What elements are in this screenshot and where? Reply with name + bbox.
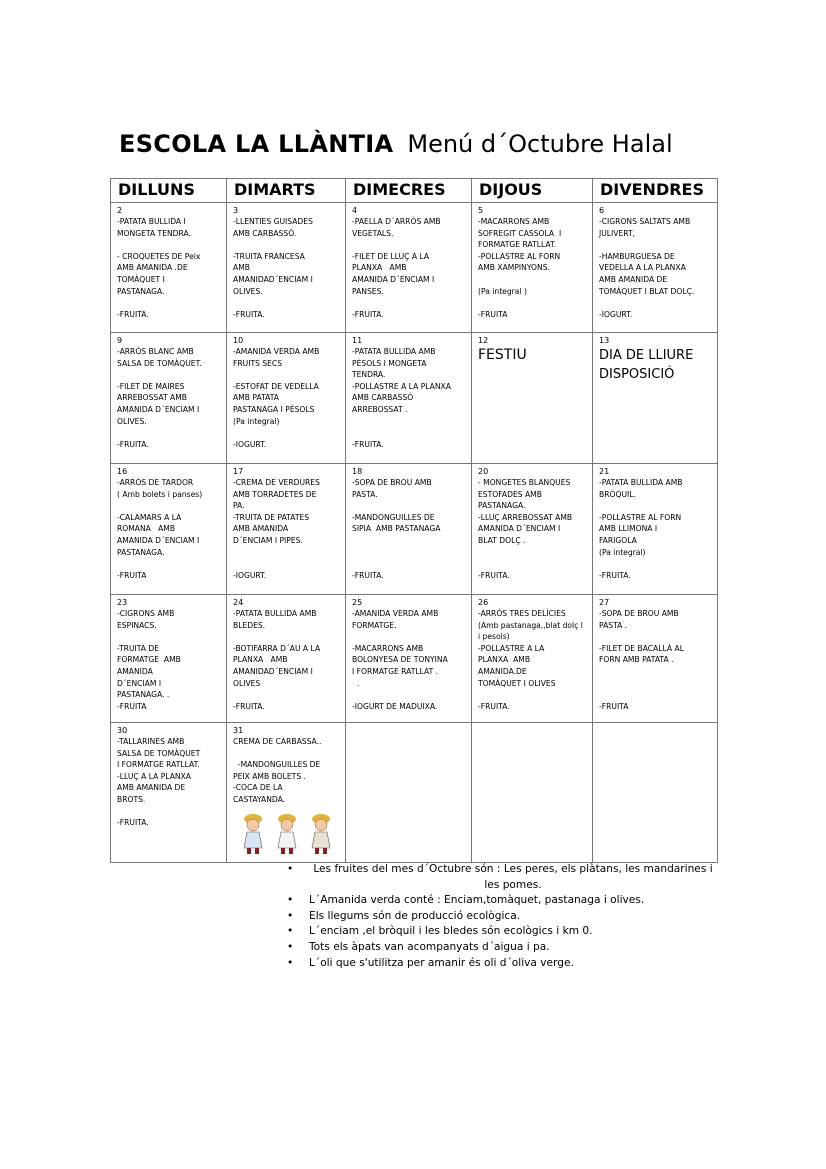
menu-line: AMB LLIMONA I bbox=[599, 524, 658, 534]
menu-line: PEIX AMB BOLETS . bbox=[233, 771, 306, 781]
menu-line: ARREBOSSAT AMB bbox=[117, 393, 187, 403]
menu-line: AMB PATATA bbox=[233, 393, 279, 403]
day-number: 9 bbox=[117, 336, 123, 345]
menu-line: AMB CARBASSÓ. bbox=[233, 228, 297, 238]
menu-line: -FILET DE LLUÇ A LA bbox=[352, 251, 430, 261]
menu-line: -FRUITA. bbox=[478, 701, 510, 711]
menu-line: AMB AMANIDA .DE bbox=[117, 263, 188, 273]
menu-line bbox=[478, 558, 589, 570]
menu-line: SALSA DE TOMÀQUET. bbox=[117, 358, 202, 368]
menu-line: -POLLASTRE AL FORN bbox=[599, 512, 682, 522]
children-illustration bbox=[239, 812, 342, 860]
menu-line: D´ENCIAM I PIPES. bbox=[233, 535, 303, 545]
menu-line: PLANXA AMB bbox=[478, 655, 531, 665]
menu-line: AMANIDA D´ENCIAM I bbox=[117, 404, 200, 414]
menu-line bbox=[233, 369, 342, 381]
day-number: 31 bbox=[233, 726, 244, 735]
note-item bbox=[287, 956, 717, 972]
menu-line bbox=[117, 806, 223, 818]
day-cell bbox=[227, 333, 346, 464]
note-item bbox=[287, 940, 717, 956]
menu-line bbox=[233, 547, 342, 559]
day-cell bbox=[227, 203, 346, 333]
day-number: 16 bbox=[117, 467, 128, 476]
menu-line: VEGETALS. bbox=[352, 228, 394, 238]
note-text: L´oli que s'utilitza per amanir és oli d´oliva verge. bbox=[309, 956, 574, 969]
menu-line: AMB AMANIDA DE bbox=[599, 274, 668, 284]
weekday-header: DILLUNS bbox=[111, 179, 227, 203]
menu-line bbox=[233, 427, 342, 439]
menu-line bbox=[117, 558, 223, 570]
menu-line: BROTS. bbox=[117, 794, 146, 804]
menu-line: PA. bbox=[233, 501, 245, 511]
day-cell bbox=[472, 595, 593, 723]
day-number: 24 bbox=[233, 598, 244, 607]
menu-line bbox=[599, 689, 714, 701]
menu-line: ARREBOSSAT . bbox=[352, 404, 408, 414]
weekday-header: DIMECRES bbox=[346, 179, 472, 203]
menu-line bbox=[599, 666, 714, 678]
menu-line: -TALLARINES AMB bbox=[117, 737, 185, 746]
menu-line: PASTA. bbox=[352, 489, 378, 499]
menu-line bbox=[352, 689, 468, 701]
day-number: 26 bbox=[478, 598, 489, 607]
menu-line bbox=[599, 297, 714, 309]
menu-line: -PAELLA D´ARRÒS AMB bbox=[352, 217, 441, 226]
menu-line: (Pa integral) bbox=[599, 547, 646, 557]
menu-line bbox=[352, 416, 468, 428]
menu-line: CREMA DE CARBASSA.. bbox=[233, 737, 322, 746]
menu-line bbox=[117, 631, 223, 643]
day-number: 2 bbox=[117, 206, 123, 215]
day-cell bbox=[472, 203, 593, 333]
menu-line: -TRUITA FRANCESA bbox=[233, 251, 305, 261]
menu-line bbox=[352, 547, 468, 559]
menu-line: -CREMA DE VERDURES bbox=[233, 478, 320, 487]
menu-line bbox=[233, 558, 342, 570]
menu-line bbox=[352, 239, 468, 251]
note-item bbox=[287, 893, 717, 909]
menu-line: i pesols) bbox=[478, 632, 510, 642]
day-number: 6 bbox=[599, 206, 605, 215]
day-number: 27 bbox=[599, 598, 610, 607]
menu-line: (Amb pastanaga,,blat dolç l bbox=[478, 620, 583, 630]
menu-line: PLANXA AMB bbox=[233, 655, 288, 665]
menu-line bbox=[599, 631, 714, 643]
day-cell bbox=[111, 723, 227, 863]
menu-line: AMANIDA D´ENCIAM I bbox=[478, 524, 561, 534]
note-text: L´enciam ,el bròquil i les bledes són ecològics i km 0. bbox=[309, 925, 593, 938]
bullet-icon: • bbox=[287, 940, 294, 953]
menu-line: -ARRÒS TRES DELÍCIES bbox=[478, 609, 566, 618]
menu-line bbox=[352, 558, 468, 570]
menu-line: BLEDES. bbox=[233, 620, 266, 630]
menu-line: FRUITS SECS bbox=[233, 358, 283, 368]
menu-line: VEDELLA A LA PLANXA bbox=[599, 263, 686, 273]
menu-line: -CIGRONS SALTATS AMB bbox=[599, 217, 691, 226]
menu-line: -FRUITA. bbox=[599, 570, 631, 580]
menu-line: BOLONYESA DE TONYINA bbox=[352, 655, 448, 665]
note-text: Els llegums són de producció ecològica. bbox=[309, 909, 521, 922]
week-row bbox=[111, 723, 718, 863]
day-number: 5 bbox=[478, 206, 484, 215]
menu-line: TENDRA. bbox=[352, 370, 386, 380]
bullet-icon: • bbox=[287, 925, 294, 938]
menu-table bbox=[110, 178, 718, 863]
weekday-header-row bbox=[111, 179, 718, 203]
day-number: 17 bbox=[233, 467, 244, 476]
day-cell bbox=[593, 595, 718, 723]
menu-line bbox=[599, 500, 714, 512]
menu-line: -FRUITA. bbox=[352, 439, 384, 449]
day-number: 4 bbox=[352, 206, 358, 215]
menu-line: CASTAYANDA. bbox=[233, 794, 286, 804]
week-row bbox=[111, 333, 718, 464]
menu-line: AMB bbox=[233, 263, 250, 273]
menu-line: -FILET DE BACALLÀ AL bbox=[599, 643, 684, 653]
menu-line: (Pa integral ) bbox=[478, 286, 527, 296]
menu-line: -FRUITA. bbox=[352, 570, 384, 580]
menu-line: -COCA DE LA bbox=[233, 783, 283, 793]
menu-line: -HAMBURGUESA DE bbox=[599, 251, 675, 261]
menu-line: -FILET DE MAIRES bbox=[117, 381, 185, 391]
menu-line: -SOPA DE BROU AMB bbox=[352, 478, 432, 487]
menu-line: JULIVERT, bbox=[599, 228, 636, 238]
day-number: 18 bbox=[352, 467, 363, 476]
menu-line: -LLUÇ A LA PLANXA bbox=[117, 771, 191, 781]
menu-line: - CROQUETES DE Peix bbox=[117, 251, 201, 261]
week-row bbox=[111, 464, 718, 595]
menu-line bbox=[117, 427, 223, 439]
menu-line bbox=[599, 558, 714, 570]
menu-line: -MACARRONS AMB bbox=[352, 643, 424, 653]
menu-line: PASTANAGA. . bbox=[117, 690, 170, 700]
day-cell bbox=[111, 464, 227, 595]
day-cell bbox=[593, 203, 718, 333]
menu-line: -SOPA DE BROU AMB bbox=[599, 609, 679, 618]
menu-line bbox=[599, 239, 714, 251]
note-item bbox=[287, 909, 717, 925]
day-cell bbox=[593, 333, 718, 464]
menu-line: OLIVES. bbox=[117, 416, 147, 426]
note-text: Tots els àpats van acompanyats d´aigua i pa. bbox=[309, 940, 550, 953]
menu-line: FORN AMB PATATA . bbox=[599, 655, 674, 665]
menu-line: -PATATA BULLIDA AMB bbox=[233, 609, 317, 618]
menu-line: FARIGOLA bbox=[599, 535, 637, 545]
menu-line: -FRUITA. bbox=[233, 309, 265, 319]
notes-list bbox=[287, 862, 717, 971]
menu-line: -ESTOFAT DE VEDELLA bbox=[233, 381, 319, 391]
menu-line: ROMANA AMB bbox=[117, 524, 176, 534]
menu-line bbox=[233, 631, 342, 643]
day-cell bbox=[227, 595, 346, 723]
day-cell bbox=[346, 333, 472, 464]
menu-line: -PATATA BULLIDA I bbox=[117, 217, 186, 226]
week-row bbox=[111, 203, 718, 333]
menu-line: -FRUITA bbox=[478, 309, 508, 319]
menu-line: -MANDONGUILLES DE bbox=[352, 512, 435, 522]
menu-line: ESTOFADES AMB bbox=[478, 489, 542, 499]
day-cell bbox=[111, 203, 227, 333]
menu-line: SIPIA AMB PASTANAGA bbox=[352, 524, 441, 534]
menu-line: - MONGETES BLANQUES bbox=[478, 478, 571, 487]
menu-line: -FRUITA. bbox=[117, 439, 149, 449]
menu-line: -ARRÒS BLANC AMB bbox=[117, 347, 194, 356]
menu-line: -POLLASTRE AL FORN bbox=[478, 251, 561, 261]
menu-line: -PATATA BULLIDA AMB bbox=[599, 478, 683, 487]
day-cell bbox=[227, 464, 346, 595]
bullet-icon: • bbox=[287, 956, 294, 969]
menu-line: -FRUITA bbox=[117, 570, 147, 580]
menu-line bbox=[352, 500, 468, 512]
menu-line: BRÒQUIL. bbox=[599, 489, 636, 499]
menu-line: -FRUITA. bbox=[117, 818, 149, 828]
menu-line: -MACARRONS AMB bbox=[478, 217, 550, 226]
menu-line: MONGETA TENDRA. bbox=[117, 228, 191, 238]
menu-line: ESPINACS. bbox=[117, 620, 157, 630]
day-cell bbox=[346, 203, 472, 333]
menu-line: AMB AMANIDA bbox=[233, 524, 289, 534]
menu-line bbox=[117, 369, 223, 381]
bullet-icon: • bbox=[287, 894, 294, 907]
menu-line: TOMÀQUET I OLIVES bbox=[478, 678, 556, 688]
week-row bbox=[111, 595, 718, 723]
day-note: DISPOSICIÓ bbox=[599, 367, 675, 382]
menu-line bbox=[117, 500, 223, 512]
day-cell bbox=[346, 464, 472, 595]
menu-line: PÈSOLS I MONGETA bbox=[352, 358, 427, 368]
menu-line bbox=[478, 689, 589, 701]
menu-line bbox=[233, 689, 342, 701]
menu-line bbox=[233, 297, 342, 309]
menu-line: SOFREGIT CASSOLA I bbox=[478, 228, 562, 238]
menu-line: TOMÀQUET I bbox=[117, 274, 165, 284]
day-number: 21 bbox=[599, 467, 610, 476]
menu-line: AMB AMANIDA DE bbox=[117, 783, 186, 793]
day-cell bbox=[346, 595, 472, 723]
menu-line: AMANIDA D´ENCIAM I bbox=[352, 274, 435, 284]
day-cell bbox=[593, 464, 718, 595]
menu-line: -FRUITA bbox=[117, 701, 147, 711]
menu-line bbox=[352, 297, 468, 309]
day-number: 23 bbox=[117, 598, 128, 607]
menu-line: -AMANIDA VERDA AMB bbox=[352, 609, 439, 618]
menu-line: PASTANAGA. bbox=[478, 501, 526, 511]
menu-line: -TRUITA DE bbox=[117, 643, 160, 653]
menu-line: FORMATGE RATLLAT. bbox=[478, 240, 557, 250]
menu-line bbox=[117, 297, 223, 309]
menu-line: AMANIDA bbox=[117, 666, 153, 676]
menu-line: I FORMATGE RATLLAT. bbox=[117, 760, 200, 770]
school-name: ESCOLA LA LLÀNTIA bbox=[119, 130, 394, 158]
menu-line: AMANIDA.DE bbox=[478, 666, 527, 676]
day-number: 30 bbox=[117, 726, 128, 735]
menu-line bbox=[352, 427, 468, 439]
bullet-icon: • bbox=[287, 909, 294, 922]
menu-line: -TRUITA DE PATATES bbox=[233, 512, 310, 522]
menu-line: ( Amb bolets i panses) bbox=[117, 489, 203, 499]
menu-line: AMANIDAD´ENCIAM I bbox=[233, 274, 313, 284]
day-number: 25 bbox=[352, 598, 363, 607]
day-number: 20 bbox=[478, 467, 489, 476]
note-item bbox=[287, 924, 717, 940]
menu-line bbox=[352, 631, 468, 643]
menu-line: -CALAMARS A LA bbox=[117, 512, 182, 522]
menu-line: AMB XAMPINYONS. bbox=[478, 263, 550, 273]
menu-line: PASTANAGA. bbox=[117, 547, 165, 557]
menu-line bbox=[599, 678, 714, 690]
day-number: 3 bbox=[233, 206, 239, 215]
menu-line: OLIVES bbox=[233, 678, 261, 688]
note-text: L´Amanida verda conté : Enciam,tomàquet, pastanaga i olives. bbox=[309, 894, 645, 907]
day-note: DIA DE LLIURE bbox=[599, 348, 694, 363]
menu-line: FORMATGE AMB bbox=[117, 655, 181, 665]
menu-line: -FRUITA bbox=[599, 701, 629, 711]
menu-title: Menú d´Octubre Halal bbox=[407, 130, 673, 158]
day-number: 10 bbox=[233, 336, 244, 345]
day-cell bbox=[593, 723, 718, 863]
menu-line: AMANIDAD´ENCIAM I bbox=[233, 666, 313, 676]
day-cell bbox=[472, 723, 593, 863]
menu-line bbox=[478, 297, 589, 309]
menu-line: -BOTIFARRA D´AU A LA bbox=[233, 643, 321, 653]
menu-line: AMB TORRADETES DE bbox=[233, 489, 317, 499]
menu-line: -IOGURT. bbox=[233, 570, 267, 580]
menu-line bbox=[352, 535, 468, 547]
day-cell bbox=[111, 595, 227, 723]
menu-body bbox=[111, 203, 718, 863]
weekday-header: DIMARTS bbox=[227, 179, 346, 203]
menu-line: FORMATGE. bbox=[352, 620, 397, 630]
menu-line: PLANXA AMB bbox=[352, 263, 407, 273]
menu-line: D´ENCIAM I bbox=[117, 678, 162, 688]
menu-line bbox=[478, 547, 589, 559]
menu-line: BLAT DOLÇ . bbox=[478, 535, 526, 545]
menu-line: -LLUÇ ARREBOSSAT AMB bbox=[478, 512, 573, 522]
weekday-header: DIVENDRES bbox=[593, 179, 718, 203]
menu-line: PASTA . bbox=[599, 620, 628, 630]
menu-line bbox=[117, 239, 223, 251]
page-title bbox=[119, 130, 739, 166]
day-number: 12 bbox=[478, 336, 489, 345]
day-cell bbox=[227, 723, 346, 863]
menu-line: -IOGURT. bbox=[233, 439, 267, 449]
menu-line: -IOGURT DE MADUIXA. bbox=[352, 701, 438, 711]
note-item bbox=[287, 862, 717, 893]
menu-line: -CIGRONS AMB bbox=[117, 609, 175, 618]
bullet-icon: • bbox=[287, 863, 294, 875]
menu-line: -FRUITA. bbox=[233, 701, 265, 711]
menu-line: -FRUITA. bbox=[117, 309, 149, 319]
menu-line: SALSA DE TOMÀQUET bbox=[117, 748, 201, 758]
menu-line: PANSES. bbox=[352, 286, 384, 296]
menu-line: -AMANIDA VERDA AMB bbox=[233, 347, 320, 356]
weekday-header: DIJOUS bbox=[472, 179, 593, 203]
menu-line: -POLLASTRE A LA PLANXA bbox=[352, 381, 451, 391]
menu-line: -LLENTIES GUISADES bbox=[233, 217, 313, 226]
day-cell bbox=[472, 464, 593, 595]
menu-line: PASTANAGA I PÈSOLS bbox=[233, 404, 315, 414]
menu-line: -PATATA BULLIDA AMB bbox=[352, 347, 436, 356]
menu-line: -POLLASTRE A LA bbox=[478, 643, 545, 653]
menu-line: OLIVES. bbox=[233, 286, 263, 296]
day-cell bbox=[111, 333, 227, 464]
menu-line: -FRUITA. bbox=[352, 309, 384, 319]
menu-line: (Pa integral) bbox=[233, 416, 280, 426]
menu-line bbox=[478, 274, 589, 286]
menu-line: AMANIDA D´ENCIAM I bbox=[117, 535, 200, 545]
menu-line: -FRUITA. bbox=[478, 570, 510, 580]
day-cell bbox=[472, 333, 593, 464]
menu-line: -MANDONGUILLES DE bbox=[233, 760, 321, 770]
menu-line: TOMÀQUET I BLAT DOLÇ. bbox=[599, 286, 695, 296]
menu-line: -IOGURT. bbox=[599, 309, 633, 319]
menu-line: . bbox=[352, 678, 360, 688]
day-number: 13 bbox=[599, 336, 610, 345]
day-cell bbox=[346, 723, 472, 863]
menu-line: AMB CARBASSÓ bbox=[352, 393, 414, 403]
day-number: 11 bbox=[352, 336, 363, 345]
day-note: FESTIU bbox=[478, 347, 527, 363]
note-text: Les fruites del mes d´Octubre són : Les peres, els plàtans, les mandarines i les pomes. bbox=[313, 863, 713, 891]
menu-line: PASTANAGA. bbox=[117, 286, 165, 296]
menu-line bbox=[233, 748, 342, 760]
menu-line: I FORMATGE RATLLAT . bbox=[352, 666, 439, 676]
menu-line bbox=[233, 239, 342, 251]
menu-line: -ARRÒS DE TARDOR bbox=[117, 478, 194, 487]
